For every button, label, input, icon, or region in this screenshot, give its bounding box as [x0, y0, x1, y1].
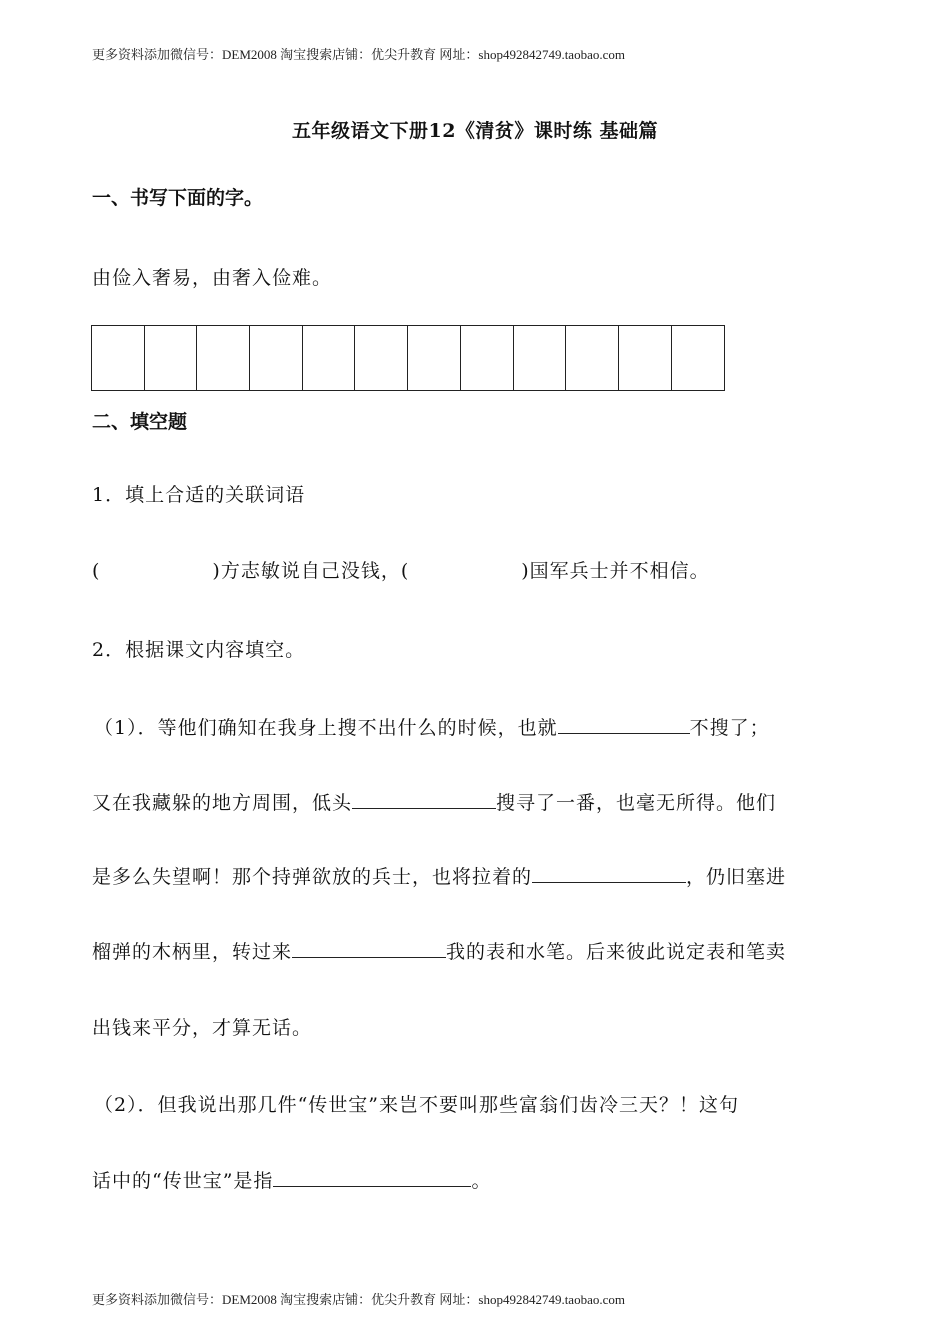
- q2-sub1-line1: [94, 713, 770, 740]
- text-segment: 榴弹的木柄里，转过来: [92, 941, 293, 963]
- q2-sub1-line5: 出钱来平分，才算无话。: [92, 1017, 313, 1039]
- writing-grid-cell[interactable]: [197, 326, 250, 390]
- text-segment: 话中的“传世宝”是指: [92, 1170, 274, 1192]
- q2-sub1-line2: [92, 788, 776, 815]
- fill-blank[interactable]: [273, 1168, 471, 1187]
- writing-grid-cell[interactable]: [408, 326, 461, 390]
- q2-sub2-line1: （2）．但我说出那几件“传世宝”来岂不要叫那些富翁们齿冷三天？！这句: [94, 1094, 740, 1116]
- open-paren: (: [92, 560, 101, 582]
- fill-blank[interactable]: [532, 864, 686, 883]
- q2-sub1-line3: [92, 862, 786, 889]
- writing-grid-cell[interactable]: [566, 326, 619, 390]
- text-segment: 又在我藏躲的地方周围，低头: [92, 792, 353, 814]
- writing-grid-cell[interactable]: [355, 326, 408, 390]
- q1-part-1: )方志敏说自己没钱，(: [212, 560, 410, 582]
- fill-blank[interactable]: [558, 715, 690, 734]
- question-1-prompt: 1．填上合适的关联词语: [92, 484, 306, 506]
- writing-grid-cell[interactable]: [514, 326, 567, 390]
- text-segment: 不搜了；: [689, 717, 770, 739]
- question-2-prompt: 2．根据课文内容填空。: [92, 639, 306, 661]
- page-header: 更多资料添加微信号：DEM2008 淘宝搜索店铺：优尖升教育 网址：shop492842749.taobao.com: [92, 47, 625, 62]
- section-2-heading: 二、填空题: [92, 411, 188, 433]
- fill-blank[interactable]: [292, 939, 446, 958]
- writing-grid-cell[interactable]: [92, 326, 145, 390]
- writing-grid-cell[interactable]: [250, 326, 303, 390]
- copy-sentence: 由俭入奢易，由奢入俭难。: [92, 267, 333, 289]
- text-segment: （1）．等他们确知在我身上搜不出什么的时候，也就: [94, 717, 558, 739]
- writing-grid-cell[interactable]: [619, 326, 672, 390]
- writing-grid: [91, 325, 725, 391]
- question-1-line: [92, 556, 710, 583]
- text-segment: 搜寻了一番，也毫无所得。他们: [496, 792, 777, 814]
- text-segment: 是多么失望啊！那个持弹欲放的兵士，也将拉着的: [92, 866, 533, 888]
- text-segment: 。: [471, 1170, 492, 1192]
- page-footer: 更多资料添加微信号：DEM2008 淘宝搜索店铺：优尖升教育 网址：shop492842749.taobao.com: [92, 1292, 625, 1307]
- section-1-heading: 一、书写下面的字。: [92, 187, 264, 209]
- text-segment: ，仍旧塞进: [686, 866, 787, 888]
- writing-grid-cell[interactable]: [145, 326, 198, 390]
- q2-sub1-line4: [92, 937, 786, 964]
- text-segment: 我的表和水笔。后来彼此说定表和笔卖: [446, 941, 787, 963]
- q2-sub2-line2: [92, 1166, 491, 1193]
- fill-blank[interactable]: [352, 790, 496, 809]
- writing-grid-cell[interactable]: [672, 326, 725, 390]
- worksheet-title: 五年级语文下册12《清贫》课时练 基础篇: [291, 120, 659, 142]
- writing-grid-cell[interactable]: [461, 326, 514, 390]
- writing-grid-cell[interactable]: [303, 326, 356, 390]
- q1-part-2: )国军兵士并不相信。: [521, 560, 710, 582]
